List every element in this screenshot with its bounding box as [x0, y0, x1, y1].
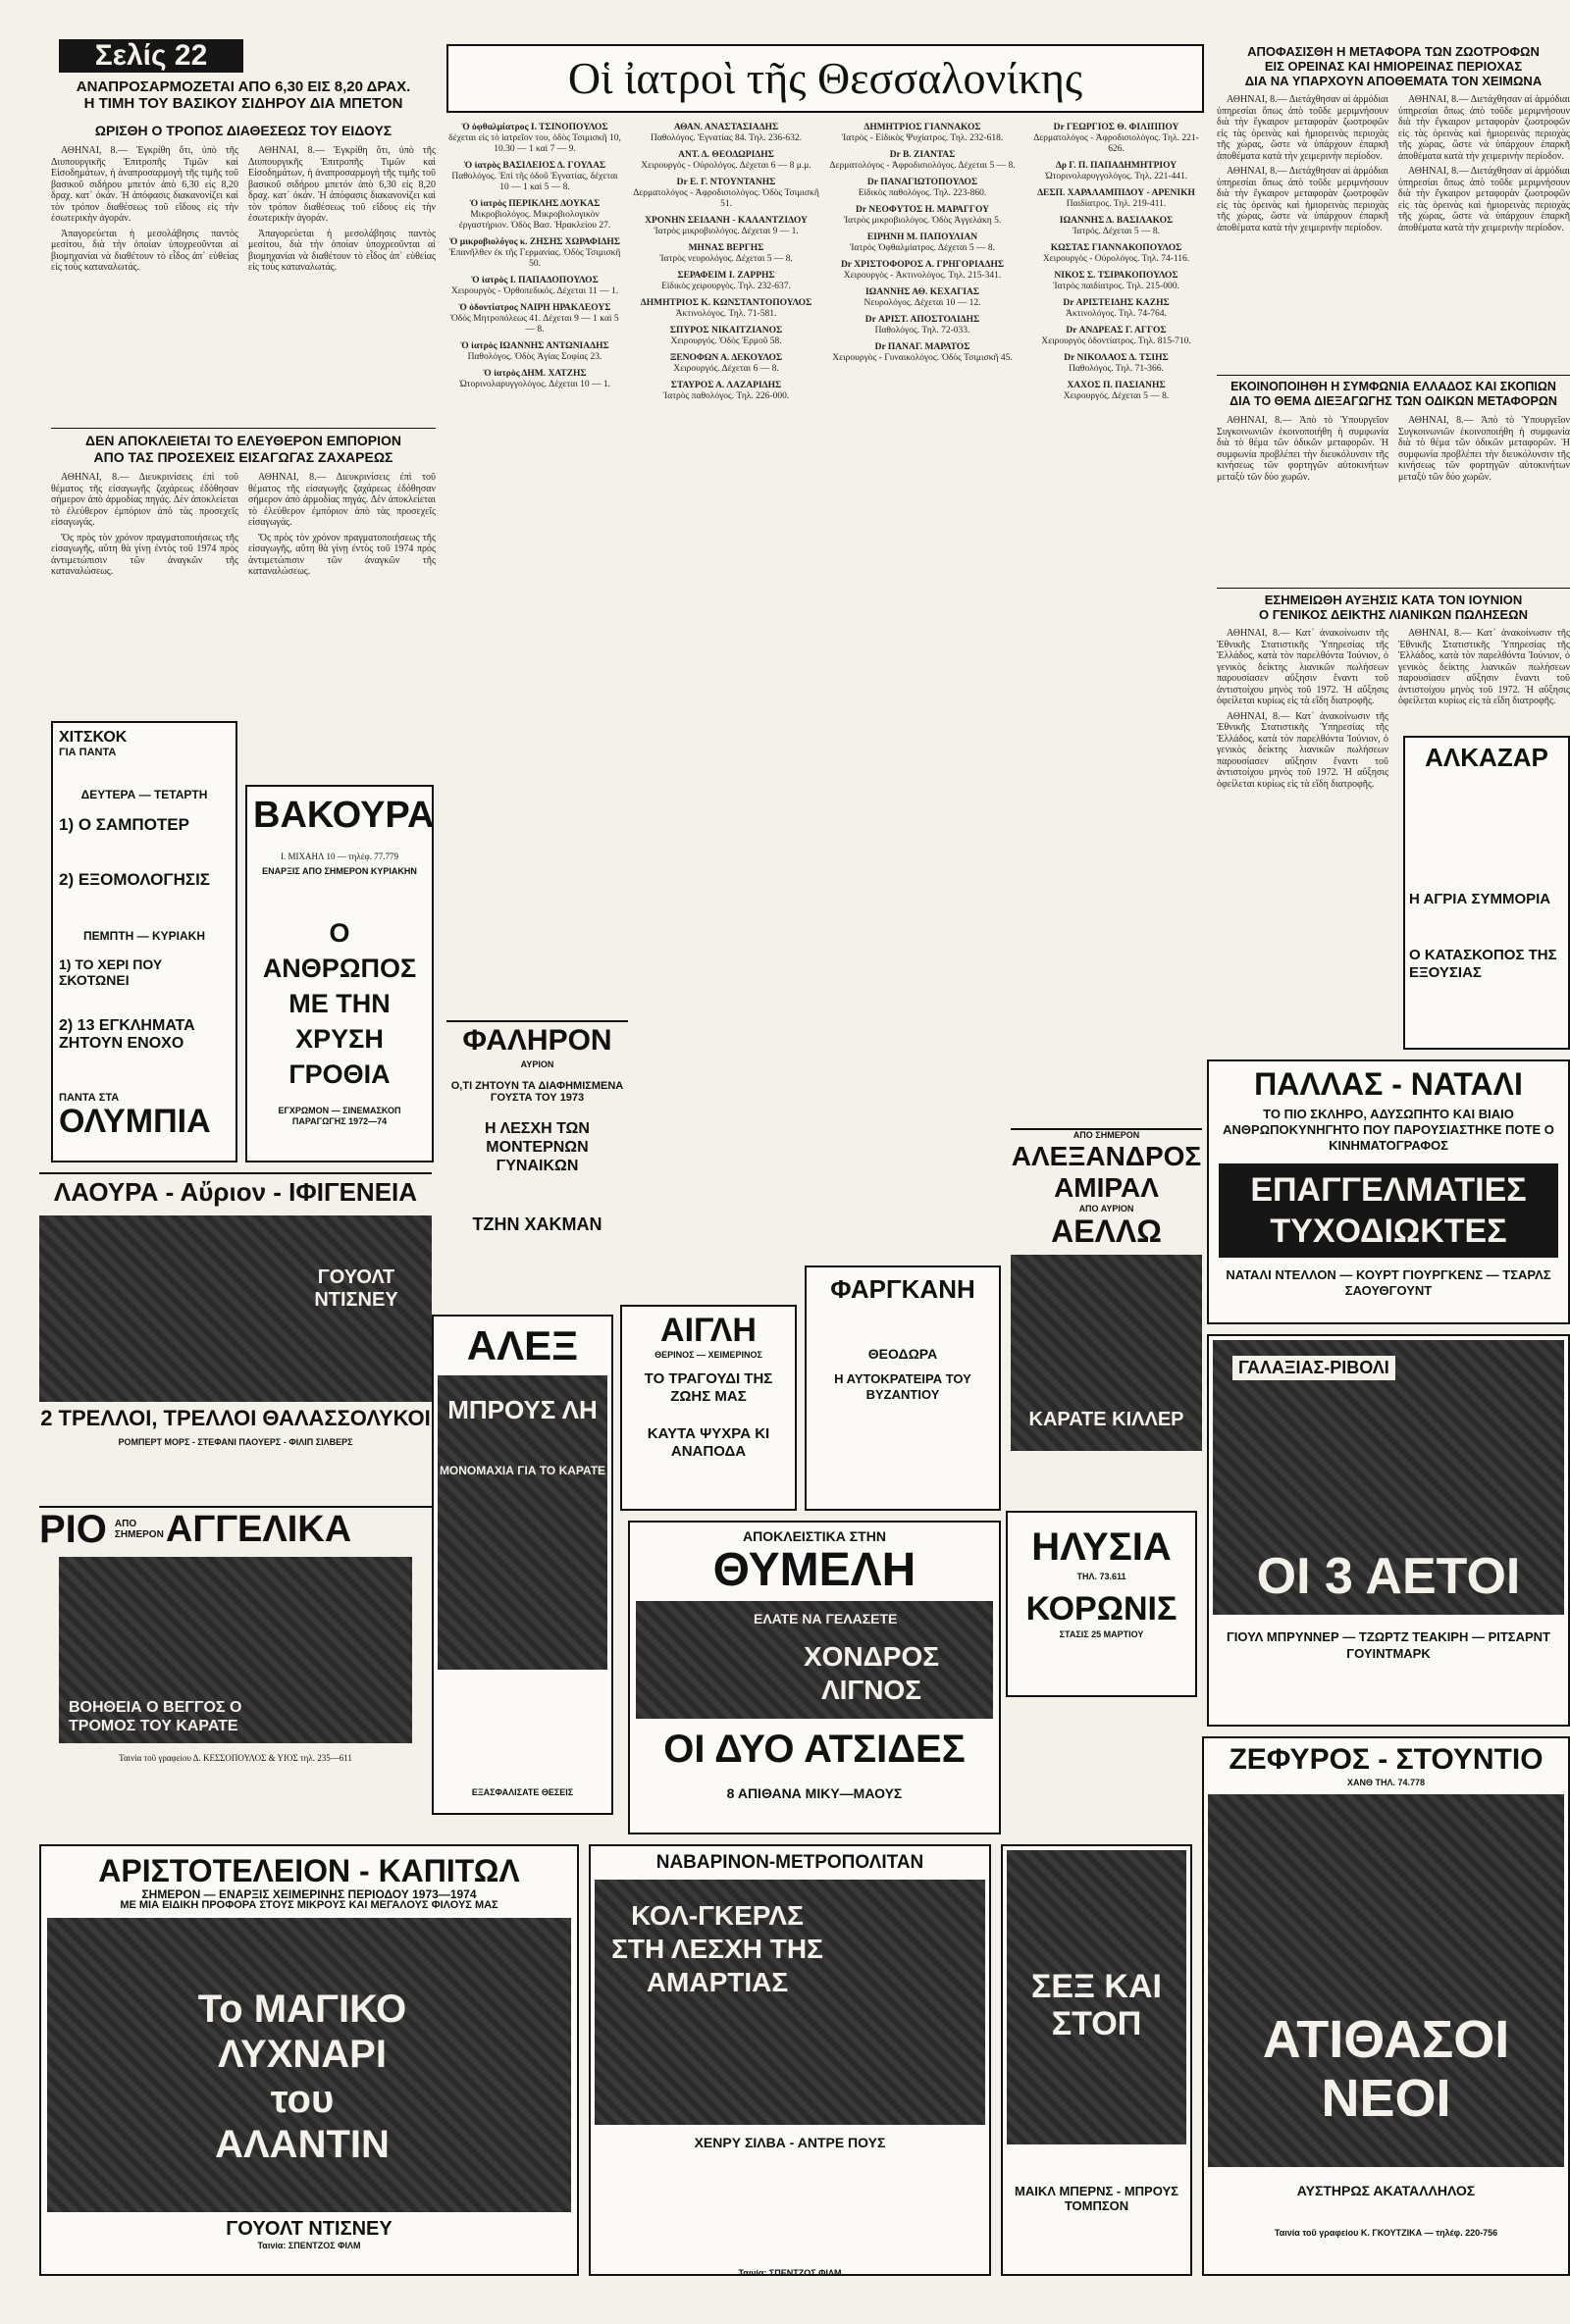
laoura-cast: ΡΟΜΠΕΡΤ ΜΟΡΣ - ΣΤΕΦΑΝΙ ΠΑΟΥΕΡΣ - ΦΙΛΙΠ ΣΙΛΒΕΡΣ [118, 1437, 353, 1447]
ad-sex-stop [1001, 1844, 1192, 2276]
doctor-name: ΑΝΤ. Δ. ΘΕΟΔΩΡΙΔΗΣ [678, 150, 774, 160]
ad-zefyros [1202, 1736, 1570, 2276]
xitskok-movie3: 1) ΤΟ ΧΕΡΙ ΠΟΥ ΣΚΟΤΩΝΕΙ [59, 956, 163, 988]
doctor-details: Ὠτορινολαρυγγολόγος. Τηλ. 221-441. [1044, 172, 1188, 181]
doctor-listing [446, 303, 623, 336]
right-story1-headline-2: ΕΙΣ ΟΡΕΙΝΑΣ ΚΑΙ ΗΜΙΟΡΕΙΝΑΣ ΠΕΡΙΟΧΑΣ [1264, 59, 1523, 74]
doctor-listing [446, 341, 623, 363]
doctor-listing [446, 369, 623, 390]
zefyros-foot: Ταινία τοῦ γραφείου Κ. ΓΚΟΥΤΖΙΚΑ — τηλέφ. 220-756 [1274, 2227, 1498, 2238]
laoura-title: ΛΑΟΥΡΑ - Αὔριον - ΙΦΙΓΕΝΕΙΑ [53, 1177, 418, 1207]
doctor-listing [829, 287, 1016, 309]
doctor-listing [1025, 326, 1207, 347]
doctor-details: Χειρουργὸς - Οὐρολόγος. Δέχεται 6 — 8 μ.μ. [641, 161, 811, 171]
navarinon-foot: Ταινία: ΣΠΕΝΤΖΟΣ ΦΙΛΜ [738, 2268, 842, 2278]
aristoteleion-studio: ΓΟΥΟΛΤ ΝΤΙΣΝΕΥ [226, 2218, 392, 2240]
right-story1-body-2: ΑΘΗΝΑΙ, 8.— Διετάχθησαν αἱ ἁρμόδιαι ὑπηρεσίαι ὅπως ἀπὸ τοῦδε μεριμνήσουν διὰ τὴν ἔγκαιρον μεταφορὰν ζωοτροφῶν εἰς τὰς ὀρεινὰς καὶ ἡμιορεινὰς περιοχὰς τῆς χώρας, ὥστε νὰ ὑπάρχουν ἐπαρκῆ ἀποθέματα κατὰ τὴν χειμερινὴν περίοδον. [1398, 94, 1570, 162]
doctor-listing [633, 271, 819, 292]
galaxias-cast: ΓΙΟΥΛ ΜΠΡΥΝΝΕΡ — ΤΖΩΡΤΖ ΤΕΑΚΙΡΗ — ΡΙΤΣΑΡΝΤ ΓΟΥΙΝΤΜΑΡΚ [1226, 1629, 1550, 1661]
thymeli-slogan: ΕΛΑΤΕ ΝΑ ΓΕΛΑΣΕΤΕ [754, 1611, 898, 1627]
xitskok-days2: ΠΕΜΠΤΗ — ΚΥΡΙΑΚΗ [82, 929, 205, 943]
rio-foot: Ταινία τοῦ γραφείου Δ. ΚΕΣΣΟΠΟΥΛΟΣ & ΥΙΟΣ τηλ. 235—611 [119, 1753, 352, 1763]
doctor-name: ΔΗΜΗΤΡΙΟΣ Κ. ΚΩΝΣΤΑΝΤΟΠΟΥΛΟΣ [640, 298, 812, 308]
galaxias-illustration [1213, 1340, 1564, 1615]
alex-film: ΜΠΡΟΥΣ ΛΗ [447, 1395, 598, 1424]
ilysia-info: ΣΤΑΣΙΣ 25 ΜΑΡΤΙΟΥ [1059, 1628, 1144, 1639]
navarinon-title: ΝΑΒΑΡΙΝΟΝ-ΜΕΤΡΟΠΟΛΙΤΑΝ [655, 1852, 924, 1873]
alex-illustration [438, 1375, 607, 1670]
doctor-listing [446, 161, 623, 193]
doctor-listing [446, 123, 623, 155]
doctor-name: Ὁ ὀφθαλμίατρος Ι. ΤΣΙΝΟΠΟΥΛΟΣ [461, 123, 608, 132]
vakoura-film: Ο ΑΝΘΡΩΠΟΣ ΜΕ ΤΗΝ ΧΡΥΣΗ ΓΡΟΘΙΑ [262, 918, 417, 1089]
doctor-details: Ἰατρὸς παιδίατρος. Τηλ. 215-000. [1053, 282, 1179, 291]
ad-alex [432, 1315, 613, 1815]
aigli-sub: ΘΕΡΙΝΟΣ — ΧΕΙΜΕΡΙΝΟΣ [654, 1350, 762, 1360]
doctor-details: Ἰατρὸς - Εἰδικὸς Ψυχίατρος. Τηλ. 232-618. [841, 133, 1004, 143]
right-story3-body: ΑΘΗΝΑΙ, 8.— Κατ᾽ ἀνακοίνωσιν τῆς Ἐθνικῆς Στατιστικῆς Ὑπηρεσίας τῆς Ἑλλάδος, κατὰ τὸν παρελθόντα Ἰούνιον, ὁ γενικὸς δείκτης λιανικῶν πωλήσεων παρουσίασεν αὔξησιν ἔναντι τοῦ ἀντιστοίχου μηνὸς τοῦ 1972. Ἡ αὔξησις ὀφείλεται κυρίως εἰς τὰ εἴδη διατροφῆς. [1217, 628, 1388, 706]
doctor-name: Dr ΑΝΔΡΕΑΣ Γ. ΑΓΓΟΣ [1066, 326, 1167, 336]
navarinon-illustration [595, 1880, 985, 2125]
doctor-details: Παθολόγος. Ἐπὶ τῆς ὁδοῦ Ἐγνατίας, δέχεται 10 — 1 καὶ 5 — 8. [451, 172, 618, 192]
aigli-film: ΤΟ ΤΡΑΓΟΥΔΙ ΤΗΣ ΖΩΗΣ ΜΑΣ [644, 1369, 773, 1405]
doctor-listing [446, 199, 623, 232]
doctor-name: Ὁ ἰατρὸς ΒΑΣΙΛΕΙΟΣ Δ. ΓΟΥΛΑΣ [463, 161, 606, 171]
sex-film: ΣΕΞ ΚΑΙ ΣΤΟΠ [1031, 1968, 1162, 2042]
story2-body-b: Ὅς πρὸς τὸν χρόνον πραγματοποιήσεως τῆς εἰσαγωγῆς, αὕτη θὰ γίνῃ ἐντὸς τοῦ 1974 πρὸς ἀντιμετώπισιν τῶν ἀναγκῶν τῆς καταναλώσεως. [51, 532, 238, 577]
right-story2-headline-2: ΔΙΑ ΤΟ ΘΕΜΑ ΔΙΕΞΑΓΩΓΗΣ ΤΩΝ ΟΔΙΚΩΝ ΜΕΤΑΦΟΡΩΝ [1230, 394, 1557, 408]
doctor-details: Ἰατρὸς Ὀφθαλμίατρος. Δέχεται 5 — 8. [849, 243, 996, 253]
pallas-line: ΤΟ ΠΙΟ ΣΚΛΗΡΟ, ΑΔΥΣΩΠΗΤΟ ΚΑΙ ΒΙΑΙΟ ΑΝΘΡΩΠΟΚΥΝΗΓΗΤΟ ΠΟΥ ΠΑΡΟΥΣΙΑΣΤΗΚΕ ΠΟΤΕ Ο ΚΙΝΗΜΑΤΟΓΡΑΦΟΣ [1223, 1107, 1554, 1153]
doctor-details: Δερματολόγος - Ἀφροδισιολόγος. Δέχεται 5 — 8. [829, 161, 1016, 171]
ad-ilysia [1006, 1511, 1197, 1697]
doctor-name: Dr ΓΕΩΡΓΙΟΣ Θ. ΦΙΛΙΠΠΟΥ [1053, 123, 1179, 132]
doctors-title-box [446, 44, 1204, 113]
xitskok-cinema: ΟΛΥΜΠΙΑ [59, 1103, 211, 1140]
galaxias-film: ΟΙ 3 ΑΕΤΟΙ [1256, 1548, 1521, 1605]
doctor-listing [829, 150, 1016, 172]
laoura-film: 2 ΤΡΕΛΛΟΙ, ΤΡΕΛΛΟΙ ΘΑΛΑΣΣΟΛΥΚΟΙ [40, 1406, 431, 1430]
alex-film2: ΜΟΝΟΜΑΧΙΑ ΓΙΑ ΤΟ ΚΑΡΑΤΕ [439, 1464, 606, 1477]
doctor-listing [446, 276, 623, 297]
galaxias-title: ΓΑΛΑΞΙΑΣ-ΡΙΒΟΛΙ [1232, 1356, 1395, 1380]
laoura-star: ΓΟΥΟΛΤ ΝΤΙΣΝΕΥ [314, 1266, 398, 1311]
doctor-name: ΝΙΚΟΣ Σ. ΤΣΙΡΑΚΟΠΟΥΛΟΣ [1054, 271, 1178, 281]
ad-aigli [620, 1305, 797, 1511]
doctor-details: Χειρουργός. Δέχεται 5 — 8. [1063, 391, 1170, 401]
right-story3-headline-2: Ο ΓΕΝΙΚΟΣ ΔΕΙΚΤΗΣ ΛΙΑΝΙΚΩΝ ΠΩΛΗΣΕΩΝ [1259, 607, 1528, 622]
doctor-details: Ἀκτινολόγος. Τηλ. 74-764. [1066, 309, 1167, 319]
doctor-details: Δερματολόγος - Ἀφροδισιολόγος. Τηλ. 221-626. [1033, 133, 1199, 154]
doctor-details: Παθολόγος. Ὁδὸς Ἀγίας Σοφίας 23. [467, 352, 602, 362]
doctor-listing [829, 178, 1016, 199]
doctor-listing [829, 232, 1016, 254]
ad-alkazar [1403, 736, 1570, 1050]
story1-body-a: ΑΘΗΝΑΙ, 8.— Ἐγκρίθη ὅτι, ὑπὸ τῆς Διυπουργικῆς Ἐπιτροπῆς Τιμῶν καὶ Εἰσοδημάτων, ἡ ἀναπροσαρμογὴ τῆς τιμῆς τοῦ βασικοῦ σιδήρου μπετόν ἀπὸ 6,30 εἰς 8,20 δραχ. κατ᾽ ὀκάν. Ἡ ἀπόφασις διακανονίζει καὶ τὸν τρόπον διαθέσεως τοῦ εἴδους εἰς τὴν ἐσωτερικὴν ἀγοράν. [51, 145, 238, 224]
doctor-name: ΔΕΣΠ. ΧΑΡΑΛΑΜΠΙΔΟΥ - ΑΡΕΝΙΚΗ [1037, 188, 1195, 198]
faliron-title: ΦΑΛΗΡΟΝ [462, 1024, 612, 1057]
doctor-listing [829, 123, 1016, 144]
doctor-name: Dr ΠΑΝΑΓΙΩΤΟΠΟΥΛΟΣ [866, 178, 978, 187]
doctor-name: Ὁ ἰατρὸς ΠΕΡΙΚΛΗΣ ΔΟΥΚΑΣ [469, 199, 601, 209]
vakoura-start: ΕΝΑΡΞΙΣ ΑΠΟ ΣΗΜΕΡΟΝ ΚΥΡΙΑΚΗΝ [262, 865, 417, 876]
doctor-details: Νευρολόγος. Δέχεται 10 — 12. [864, 298, 981, 308]
doctor-listing [633, 353, 819, 375]
faliron-film1: Ο,ΤΙ ΖΗΤΟΥΝ ΤΑ ΔΙΑΦΗΜΙΣΜΕΝΑ ΓΟΥΣΤΑ ΤΟΥ 1973 [450, 1079, 624, 1104]
ad-laoura [39, 1172, 432, 1496]
doctor-details: Χειρουργός. Ὁδὸς Ἑρμοῦ 58. [670, 336, 782, 346]
xitskok-sub: ΓΙΑ ΠΑΝΤΑ [59, 747, 117, 758]
doctor-listing [1025, 188, 1207, 210]
doctor-details: Παιδίατρος. Τηλ. 219-411. [1066, 199, 1167, 209]
thymeli-star: ΧΟΝΔΡΟΣ ΛΙΓΝΟΣ [803, 1641, 940, 1705]
doctor-listing [829, 315, 1016, 336]
doctors-title: Οἱ ἰατροὶ τῆς Θεσσαλονίκης [567, 53, 1083, 103]
thymeli-foot: 8 ΑΠΙΘΑΝΑ ΜΙΚΥ—ΜΑΟΥΣ [726, 1785, 903, 1801]
story2-body-a2: ΑΘΗΝΑΙ, 8.— Διευκρινίσεις ἐπὶ τοῦ θέματος τῆς εἰσαγωγῆς ζαχάρεως ἐδόθησαν σήμερον ἀπὸ ἁρμοδίας πηγάς. Δὲν ἀποκλείεται τὸ ἐλεύθερον ἐμπόριον ἀπὸ τὰς προσεχεῖς εἰσαγωγάς. [248, 472, 436, 528]
doctors-col-4 [1025, 123, 1207, 956]
zefyros-tel: ΧΑΝΘ ΤΗΛ. 74.778 [1346, 1778, 1426, 1787]
ad-pallas [1207, 1059, 1570, 1324]
ad-thymeli [628, 1521, 1001, 1834]
doctor-name: ΕΙΡΗΝΗ Μ. ΠΑΠΟΥΛΙΑΝ [866, 232, 978, 242]
story2-headline: ΔΕΝ ΑΠΟΚΛΕΙΕΤΑΙ ΤΟ ΕΛΕΥΘΕΡΟΝ ΕΜΠΟΡΙΟΝ [85, 433, 401, 448]
doctor-name: Dr Β. ΖΙΑΝΤΑΣ [889, 150, 956, 160]
doctor-name: ΣΠΥΡΟΣ ΝΙΚΑΙΤΖΙΑΝΟΣ [669, 326, 783, 336]
alkazar-film2: Ο ΚΑΤΑΣΚΟΠΟΣ ΤΗΣ ΕΞΟΥΣΙΑΣ [1409, 947, 1557, 981]
story2-body-a: ΑΘΗΝΑΙ, 8.— Διευκρινίσεις ἐπὶ τοῦ θέματος τῆς εἰσαγωγῆς ζαχάρεως ἐδόθησαν σήμερον ἀπὸ ἁρμοδίας πηγάς. Δὲν ἀποκλείεται τὸ ἐλεύθερον ἐμπόριον ἀπὸ τὰς προσεχεῖς εἰσαγωγάς. [51, 472, 238, 528]
divider [51, 428, 436, 429]
doctor-name: Dr ΑΡΙΣΤ. ΑΠΟΣΤΟΛΙΔΗΣ [864, 315, 980, 325]
doctor-listing [829, 342, 1016, 364]
right-story2-headline: ΕΚΟΙΝΟΠΟΙΗΘΗ Η ΣΥΜΦΩΝΙΑ ΕΛΛΑΔΟΣ ΚΑΙ ΣΚΟΠΙΩΝ [1230, 380, 1556, 393]
alexandros-sub: ΑΠΟ ΑΥΡΙΟΝ [1078, 1203, 1134, 1214]
doctor-name: Dr ΝΙΚΟΛΑΟΣ Δ. ΤΣΙΗΣ [1064, 353, 1169, 363]
thymeli-illustration [636, 1601, 993, 1719]
doctor-details: Μικροβιολόγος. Μικροβιολογικὸν ἐργαστήριον. Ὁδὸς Βασ. Ἡρακλείου 27. [458, 210, 611, 231]
doctor-name: Dr Ε. Γ. ΝΤΟΥΝΤΑΝΗΣ [676, 178, 776, 187]
doctor-name: ΔΗΜΗΤΡΙΟΣ ΓΙΑΝΝΑΚΟΣ [864, 123, 981, 132]
doctor-listing [1025, 353, 1207, 375]
left-news-column [51, 78, 436, 706]
doctor-name: Dr ΑΡΙΣΤΕΙΔΗΣ ΚΑΖΗΣ [1063, 298, 1170, 308]
ad-alexandros [1011, 1128, 1202, 1501]
ad-fargkanh [805, 1265, 1001, 1511]
vakoura-title: ΒΑΚΟΥΡΑ [253, 795, 435, 836]
doctor-name: ΣΕΡΑΦΕΙΜ Ι. ΖΑΡΡΗΣ [677, 271, 775, 281]
vakoura-info: ΕΓΧΡΩΜΟΝ — ΣΙΝΕΜΑΣΚΟΠ [278, 1106, 401, 1115]
rio-film: ΒΟΗΘΕΙΑ Ο ΒΕΓΓΟΣ Ο ΤΡΟΜΟΣ ΤΟΥ ΚΑΡΑΤΕ [69, 1699, 242, 1734]
doctor-details: Παθολόγος. Τηλ. 72-033. [874, 326, 970, 336]
zefyros-illustration [1208, 1794, 1564, 2167]
ad-faliron [446, 1020, 628, 1305]
right-story3-headline: ΕΣΗΜΕΙΩΘΗ ΑΥΞΗΣΙΣ ΚΑΤΑ ΤΟΝ ΙΟΥΝΙΟΝ [1264, 593, 1523, 607]
ilysia-title: ΗΛΥΣΙΑ [1031, 1525, 1172, 1569]
right-story2-body: ΑΘΗΝΑΙ, 8.— Ἀπὸ τὸ Ὑπουργεῖον Συγκοινωνιῶν ἐκοινοποιήθη ἡ συμφωνία διὰ τὸ θέμα τῶν ὁδικῶν μεταφορῶν. Ἡ συμφωνία προβλέπει τὴν διευκόλυνσιν τῆς κινήσεως τῶν φορτηγῶν αὐτοκινήτων μεταξὺ τῶν δύο χωρῶν. [1217, 415, 1388, 483]
doctor-name: ΙΩΑΝΝΗΣ Δ. ΒΑΣΙΛΑΚΟΣ [1059, 216, 1174, 226]
doctor-listing [633, 381, 819, 402]
xitskok-movie2: 2) ΕΞΟΜΟΛΟΓΗΣΙΣ [59, 870, 210, 889]
right-story1-body-2b: ΑΘΗΝΑΙ, 8.— Διετάχθησαν αἱ ἁρμόδιαι ὑπηρεσίαι ὅπως ἀπὸ τοῦδε μεριμνήσουν διὰ τὴν ἔγκαιρον μεταφορὰν ζωοτροφῶν εἰς τὰς ὀρεινὰς καὶ ἡμιορεινὰς περιοχὰς τῆς χώρας, ὥστε νὰ ὑπάρχουν ἐπαρκῆ ἀποθέματα κατὰ τὴν χειμερινὴν περίοδον. [1398, 166, 1570, 233]
page-label: Σελίς 22 [59, 39, 243, 73]
doctor-name: Ὁ ὀδοντίατρος ΝΑΙΡΗ ΗΡΑΚΛΕΟΥΣ [458, 303, 611, 313]
rio-illustration [59, 1557, 412, 1743]
doctor-name: Dr ΝΕΟΦΥΤΟΣ Η. ΜΑΡΑΓΓΟΥ [856, 205, 989, 215]
doctor-listing [633, 123, 819, 144]
doctor-name: ΜΗΝΑΣ ΒΕΡΓΗΣ [688, 243, 764, 253]
doctor-listing [829, 205, 1016, 227]
right-story3-body-2: ΑΘΗΝΑΙ, 8.— Κατ᾽ ἀνακοίνωσιν τῆς Ἐθνικῆς Στατιστικῆς Ὑπηρεσίας τῆς Ἑλλάδος, κατὰ τὸν παρελθόντα Ἰούνιον, ὁ γενικὸς δείκτης λιανικῶν πωλήσεων παρουσίασεν αὔξησιν ἔναντι τοῦ ἀντιστοίχου μηνὸς τοῦ 1972. Ἡ αὔξησις ὀφείλεται κυρίως εἰς τὰ εἴδη διατροφῆς. [1398, 628, 1570, 706]
doctor-listing [1025, 381, 1207, 402]
doctor-details: Χειρουργὸς - Οὐρολόγος. Τηλ. 74-116. [1042, 254, 1190, 264]
xitskok-title: ΧΙΤΣΚΟΚ [59, 729, 128, 746]
ad-galaxias [1207, 1334, 1570, 1727]
doctor-name: Dr ΠΑΝΑΓ. ΜΑΡΑΤΟΣ [874, 342, 970, 352]
aristoteleion-foot: Ταινία: ΣΠΕΝΤΖΟΣ ΦΙΛΜ [257, 2241, 361, 2250]
ilysia-tel: ΤΗΛ. 73.611 [1076, 1572, 1126, 1581]
alexandros-title: ΑΛΕΞΑΝΔΡΟΣ ΑΜΙΡΑΛ [1011, 1140, 1202, 1203]
story1-headline-2: Η ΤΙΜΗ ΤΟΥ ΒΑΣΙΚΟΥ ΣΙΔΗΡΟΥ ΔΙΑ ΜΠΕΤΟΝ [83, 95, 403, 112]
ad-rio [39, 1506, 432, 1830]
faliron-star: ΤΖΗΝ ΧΑΚΜΑΝ [472, 1214, 602, 1234]
aigli-film2: ΚΑΥΤΑ ΨΥΧΡΑ ΚΙ ΑΝΑΠΟΔΑ [647, 1424, 770, 1460]
doctor-details: Χειρουργὸς - Ἀκτινολόγος. Τηλ. 215-341. [843, 271, 1002, 281]
faliron-film2: Η ΛΕΣΧΗ ΤΩΝ ΜΟΝΤΕΡΝΩΝ ΓΥΝΑΙΚΩΝ [485, 1119, 590, 1174]
alkazar-title: ΑΛΚΑΖΑΡ [1425, 743, 1548, 772]
story2-headline-2: ΑΠΟ ΤΑΣ ΠΡΟΣΕΧΕΙΣ ΕΙΣΑΓΩΓΑΣ ΖΑΧΑΡΕΩΣ [93, 449, 393, 465]
doctor-details: Ἐπανῆλθεν ἐκ τῆς Γερμανίας. Ὁδὸς Τσιμισκῆ 50. [448, 248, 621, 269]
doctors-col-2 [633, 123, 819, 804]
vakoura-year: ΠΑΡΑΓΩΓΗΣ 1972—74 [291, 1115, 388, 1126]
ad-navarinon [589, 1844, 991, 2276]
ad-xitskok [51, 721, 237, 1162]
doctor-listing [633, 178, 819, 210]
doctor-listing [446, 237, 623, 270]
doctors-col-3 [829, 123, 1016, 1104]
doctor-listing [633, 216, 819, 237]
pallas-film: ΕΠΑΓΓΕΛΜΑΤΙΕΣ ΤΥΧΟΔΙΩΚΤΕΣ [1219, 1163, 1558, 1258]
xitskok-foot: ΠΑΝΤΑ ΣΤΑ [59, 1092, 120, 1104]
right-story1-headline-3: ΔΙΑ ΝΑ ΥΠΑΡΧΟΥΝ ΑΠΟΘΕΜΑΤΑ ΤΟΝ ΧΕΙΜΩΝΑ [1244, 74, 1543, 88]
story1-subhead: ΩΡΙΣΘΗ Ο ΤΡΟΠΟΣ ΔΙΑΘΕΣΕΩΣ ΤΟΥ ΕΙΔΟΥΣ [94, 123, 392, 138]
divider [1217, 375, 1570, 376]
zefyros-title: ΖΕΦΥΡΟΣ - ΣΤΟΥΝΤΙΟ [1229, 1743, 1544, 1776]
laoura-illustration [39, 1215, 432, 1402]
doctor-details: Χειρουργὸς - Γυναικολόγος. Ὁδὸς Τσιμισκῆ 45. [832, 353, 1013, 363]
doctor-details: Εἰδικὸς παθολόγος. Τηλ. 223-860. [858, 188, 987, 198]
doctor-details: Ὠτορινολαρυγγολόγος. Δέχεται 10 — 1. [459, 380, 610, 389]
navarinon-cast: ΧΕΝΡΥ ΣΙΛΒΑ - ΑΝΤΡΕ ΠΟΥΣ [694, 2135, 886, 2150]
xitskok-movie4: 2) 13 ΕΓΚΛΗΜΑΤΑ ΖΗΤΟΥΝ ΕΝΟΧΟ [59, 1017, 195, 1052]
doctor-details: Ἰατρὸς νευρολόγος. Δέχεται 5 — 8. [659, 254, 793, 264]
xitskok-days1: ΔΕΥΤΕΡΑ — ΤΕΤΑΡΤΗ [80, 788, 208, 801]
doctor-listing [1025, 123, 1207, 155]
fargkanh-film: Η ΑΥΤΟΚΡΑΤΕΙΡΑ ΤΟΥ ΒΥΖΑΝΤΙΟΥ [834, 1371, 971, 1402]
doctor-details: Ἰατρὸς παθολόγος. Τηλ. 226-000. [662, 391, 790, 401]
doctor-name: Dr ΧΡΙΣΤΟΦΟΡΟΣ Α. ΓΡΗΓΟΡΙΑΔΗΣ [840, 260, 1005, 270]
doctor-details: Δερματολόγος - Ἀφροδισιολόγος. Ὁδὸς Τσιμισκῆ 51. [633, 188, 819, 209]
fargkanh-star: ΘΕΟΔΩΡΑ [867, 1346, 938, 1362]
divider [1217, 588, 1570, 589]
pallas-title: ΠΑΛΛΑΣ - ΝΑΤΑΛΙ [1254, 1066, 1523, 1102]
doctor-name: ΙΩΑΝΝΗΣ ΑΘ. ΚΕΧΑΓΙΑΣ [864, 287, 980, 297]
aristoteleion-illustration [47, 1918, 571, 2212]
aristoteleion-sub: ΣΗΜΕΡΟΝ — ΕΝΑΡΞΙΣ ΧΕΙΜΕΡΙΝΗΣ ΠΕΡΙΟΔΟΥ 1973—1974 [141, 1887, 477, 1901]
doctor-name: Δρ Γ. Π. ΠΑΠΑΔΗΜΗΤΡΙΟΥ [1055, 161, 1178, 171]
alexandros-illustration [1011, 1255, 1202, 1451]
doctor-listing [1025, 216, 1207, 237]
alkazar-film1: Η ΑΓΡΙΑ ΣΥΜΜΟΡΙΑ [1409, 891, 1551, 907]
xitskok-movie1: 1) Ο ΣΑΜΠΟΤΕΡ [59, 815, 189, 834]
doctor-listing [1025, 271, 1207, 292]
sex-cast: ΜΑΙΚΛ ΜΠΕΡΝΣ - ΜΠΡΟΥΣ ΤΟΜΠΣΟΝ [1015, 2184, 1178, 2213]
doctor-name: ΧΡΟΝΗΝ ΣΕΙΔΑΝΗ - ΚΑΛΑΝΤΖΙΔΟΥ [645, 216, 808, 226]
story1-body-b: Ἀπαγορεύεται ἡ μεσολάβησις παντὸς μεσίτου, διὰ τὴν ὁποίαν ὑποχρεοῦνται αἱ βιομηχανίαι νὰ διαθέτουν τὸ εἶδος ἀπ᾽ εὐθείας εἰς τοὺς καταναλωτάς. [51, 228, 238, 273]
doctor-listing [633, 150, 819, 172]
doctor-name: ΞΕΝΟΦΩΝ Α. ΔΕΚΟΥΛΟΣ [669, 353, 783, 363]
doctor-listing [1025, 298, 1207, 320]
rio-pre: ΑΠΟ ΣΗΜΕΡΟΝ [114, 1519, 164, 1540]
rio-cinema: ΑΓΓΕΛΙΚΑ [165, 1509, 352, 1550]
doctor-name: Ὁ ἰατρὸς ΙΩΑΝΝΗΣ ΑΝΤΩΝΙΑΔΗΣ [460, 341, 609, 351]
doctor-name: Ὁ μικροβιολόγος κ. ΖΗΣΗΣ ΧΩΡΑΦΙΔΗΣ [449, 237, 620, 247]
thymeli-film: ΟΙ ΔΥΟ ΑΤΣΙΔΕΣ [663, 1728, 966, 1771]
pallas-cast: ΝΑΤΑΛΙ ΝΤΕΛΛΟΝ — ΚΟΥΡΤ ΓΙΟΥΡΓΚΕΝΣ — ΤΣΑΡΛΣ ΣΑΟΥΘΓΟΥΝΤ [1226, 1267, 1551, 1298]
right-story1-body-b: ΑΘΗΝΑΙ, 8.— Διετάχθησαν αἱ ἁρμόδιαι ὑπηρεσίαι ὅπως ἀπὸ τοῦδε μεριμνήσουν διὰ τὴν ἔγκαιρον μεταφορὰν ζωοτροφῶν εἰς τὰς ὀρεινὰς καὶ ἡμιορεινὰς περιοχὰς τῆς χώρας, ὥστε νὰ ὑπάρχουν ἐπαρκῆ ἀποθέματα κατὰ τὴν χειμερινὴν περίοδον. [1217, 166, 1388, 233]
doctor-details: Ὁδὸς Μητροπόλεως 41. Δέχεται 9 — 1 καὶ 5 — 8. [450, 314, 619, 335]
doctor-details: Ἰατρὸς μικροβιολόγος. Ὁδὸς Ἀγγελάκη 5. [843, 216, 1002, 226]
doctor-listing [1025, 161, 1207, 182]
doctor-name: Ὁ ἰατρὸς Ι. ΠΑΠΑΔΟΠΟΥΛΟΣ [471, 276, 599, 285]
doctor-details: Παθολόγος. Ἐγνατίας 84. Τηλ. 236-632. [651, 133, 802, 143]
story2-body-b2: Ὅς πρὸς τὸν χρόνον πραγματοποιήσεως τῆς εἰσαγωγῆς, αὕτη θὰ γίνῃ ἐντὸς τοῦ 1974 πρὸς ἀντιμετώπισιν τῶν ἀναγκῶν τῆς καταναλώσεως. [248, 532, 436, 577]
vakoura-address: Ι. ΜΙΧΑΗΛ 10 — τηλέφ. 77.779 [281, 852, 398, 861]
aristoteleion-sub2: ΜΕ ΜΙΑ ΕΙΔΙΚΗ ΠΡΟΦΟΡΑ ΣΤΟΥΣ ΜΙΚΡΟΥΣ ΚΑΙ ΜΕΓΑΛΟΥΣ ΦΙΛΟΥΣ ΜΑΣ [120, 1898, 498, 1911]
doctor-details: Χειρουργὸς ὀδοντίατρος. Τηλ. 815-710. [1041, 336, 1191, 346]
thymeli-title: ΘΥΜΕΛΗ [712, 1544, 916, 1596]
right-story3-body-b: ΑΘΗΝΑΙ, 8.— Κατ᾽ ἀνακοίνωσιν τῆς Ἐθνικῆς Στατιστικῆς Ὑπηρεσίας τῆς Ἑλλάδος, κατὰ τὸν παρελθόντα Ἰούνιον, ὁ γενικὸς δείκτης λιανικῶν πωλήσεων παρουσίασεν αὔξησιν ἔναντι τοῦ ἀντιστοίχου μηνὸς τοῦ 1972. Ἡ αὔξησις ὀφείλεται κυρίως εἰς τὰ εἴδη διατροφῆς. [1217, 710, 1388, 790]
zefyros-film: ΑΤΙΘΑΣΟΙ ΝΕΟΙ [1262, 2009, 1510, 2128]
ad-aristoteleion [39, 1844, 579, 2276]
doctor-details: Χειρουργὸς - Ὀρθοπεδικός. Δέχεται 11 — 1. [450, 286, 619, 296]
alex-title: ΑΛΕΞ [466, 1322, 579, 1369]
ad-vakoura [245, 785, 434, 1162]
doctor-listing [633, 326, 819, 347]
right-story1-headline: ΑΠΟΦΑΣΙΣΘΗ Η ΜΕΤΑΦΟΡΑ ΤΩΝ ΖΩΟΤΡΟΦΩΝ [1247, 44, 1540, 59]
doctor-details: Ἰατρός. Δέχεται 5 — 8. [1073, 227, 1160, 236]
doctor-name: ΣΤΑΥΡΟΣ Α. ΛΑΖΑΡΙΔΗΣ [670, 381, 782, 390]
story1-body-a2: ΑΘΗΝΑΙ, 8.— Ἐγκρίθη ὅτι, ὑπὸ τῆς Διυπουργικῆς Ἐπιτροπῆς Τιμῶν καὶ Εἰσοδημάτων, ἡ ἀναπροσαρμογὴ τῆς τιμῆς τοῦ βασικοῦ σιδήρου μπετόν ἀπὸ 6,30 εἰς 8,20 δραχ. κατ᾽ ὀκάν. Ἡ ἀπόφασις διακανονίζει καὶ τὸν τρόπον διαθέσεως τοῦ εἴδους εἰς τὴν ἐσωτερικὴν ἀγοράν. [248, 145, 436, 224]
zefyros-star: ΑΥΣΤΗΡΩΣ ΑΚΑΤΑΛΛΗΛΟΣ [1296, 2182, 1476, 2198]
story1-body-b2: Ἀπαγορεύεται ἡ μεσολάβησις παντὸς μεσίτου, διὰ τὴν ὁποίαν ὑποχρεοῦνται αἱ βιομηχανίαι νὰ διαθέτουν τὸ εἶδος ἀπ᾽ εὐθείας εἰς τοὺς καταναλωτάς. [248, 228, 436, 273]
ilysia-cinema: ΚΟΡΩΝΙΣ [1025, 1589, 1178, 1627]
doctor-name: ΚΩΣΤΑΣ ΓΙΑΝΝΑΚΟΠΟΥΛΟΣ [1050, 243, 1182, 253]
alexandros-film: ΚΑΡΑΤΕ ΚΙΛΛΕΡ [1028, 1409, 1184, 1430]
aristoteleion-film: Το ΜΑΓΙΚΟ ΛΥΧΝΑΡΙ του ΑΛΑΝΤΙΝ [197, 1988, 407, 2166]
fargkanh-title: ΦΑΡΓΚΑΝΗ [830, 1274, 975, 1304]
sex-illustration [1007, 1850, 1186, 2144]
doctor-details: Ἀκτινολόγος. Τηλ. 71-581. [675, 309, 777, 319]
alexandros-pre: ΑΠΟ ΣΗΜΕΡΟΝ [1073, 1130, 1140, 1140]
rio-title: ΡΙΟ [39, 1508, 107, 1551]
doctor-name: Ὁ ἰατρὸς ΔΗΜ. ΧΑΤΖΗΣ [483, 369, 587, 379]
right-story1-body: ΑΘΗΝΑΙ, 8.— Διετάχθησαν αἱ ἁρμόδιαι ὑπηρεσίαι ὅπως ἀπὸ τοῦδε μεριμνήσουν διὰ τὴν ἔγκαιρον μεταφορὰν ζωοτροφῶν εἰς τὰς ὀρεινὰς καὶ ἡμιορεινὰς περιοχὰς τῆς χώρας, ὥστε νὰ ὑπάρχουν ἐπαρκῆ ἀποθέματα κατὰ τὴν χειμερινὴν περίοδον. [1217, 94, 1388, 162]
doctor-details: Εἰδικὸς χειρουργὸς. Τηλ. 232-637. [661, 282, 791, 291]
right-story2-body-2: ΑΘΗΝΑΙ, 8.— Ἀπὸ τὸ Ὑπουργεῖον Συγκοινωνιῶν ἐκοινοποιήθη ἡ συμφωνία διὰ τὸ θέμα τῶν ὁδικῶν μεταφορῶν. Ἡ συμφωνία προβλέπει τὴν διευκόλυνσιν τῆς κινήσεως τῶν φορτηγῶν αὐτοκινήτων μεταξὺ τῶν δύο χωρῶν. [1398, 415, 1570, 483]
aristoteleion-title: ΑΡΙΣΤΟΤΕΛΕΙΟΝ - ΚΑΠΙΤΩΛ [98, 1853, 520, 1888]
thymeli-pre: ΑΠΟΚΛΕΙΣΤΙΚΑ ΣΤΗΝ [743, 1528, 886, 1544]
doctor-name: ΧΑΧΟΣ Π. ΠΑΣΙΑΝΗΣ [1067, 381, 1166, 390]
doctor-listing [829, 260, 1016, 282]
doctor-listing [1025, 243, 1207, 265]
alexandros-cinema: ΑΕΛΛΩ [1051, 1214, 1162, 1249]
story1-headline: ΑΝΑΠΡΟΣΑΡΜΟΖΕΤΑΙ ΑΠΟ 6,30 ΕΙΣ 8,20 ΔΡΑΧ. [76, 78, 411, 95]
aigli-title: ΑΙΓΛΗ [660, 1312, 757, 1349]
navarinon-film: ΚΟΛ-ΓΚΕΡΛΣ ΣΤΗ ΛΕΣΧΗ ΤΗΣ ΑΜΑΡΤΙΑΣ [611, 1900, 823, 1997]
alex-foot: ΕΞΑΣΦΑΛΙΣΑΤΕ ΘΕΣΕΙΣ [471, 1787, 574, 1797]
doctor-details: δέχεται εἰς τὸ ἰατρεῖον του, ὁδὸς Τσιμισκῆ 10, 10.30 — 1 καὶ 7 — 9. [448, 133, 621, 154]
doctor-details: Χειρουργός. Δέχεται 6 — 8. [673, 364, 779, 374]
doctor-details: Παθολόγος. Τηλ. 71-366. [1069, 364, 1164, 374]
doctor-listing [633, 298, 819, 320]
doctor-listing [633, 243, 819, 265]
doctor-name: ΑΘΑΝ. ΑΝΑΣΤΑΣΙΑΔΗΣ [673, 123, 779, 132]
faliron-sub: ΑΥΡΙΟΝ [520, 1059, 554, 1069]
doctor-details: Ἰατρὸς μικροβιολόγος. Δέχεται 9 — 1. [654, 227, 799, 236]
